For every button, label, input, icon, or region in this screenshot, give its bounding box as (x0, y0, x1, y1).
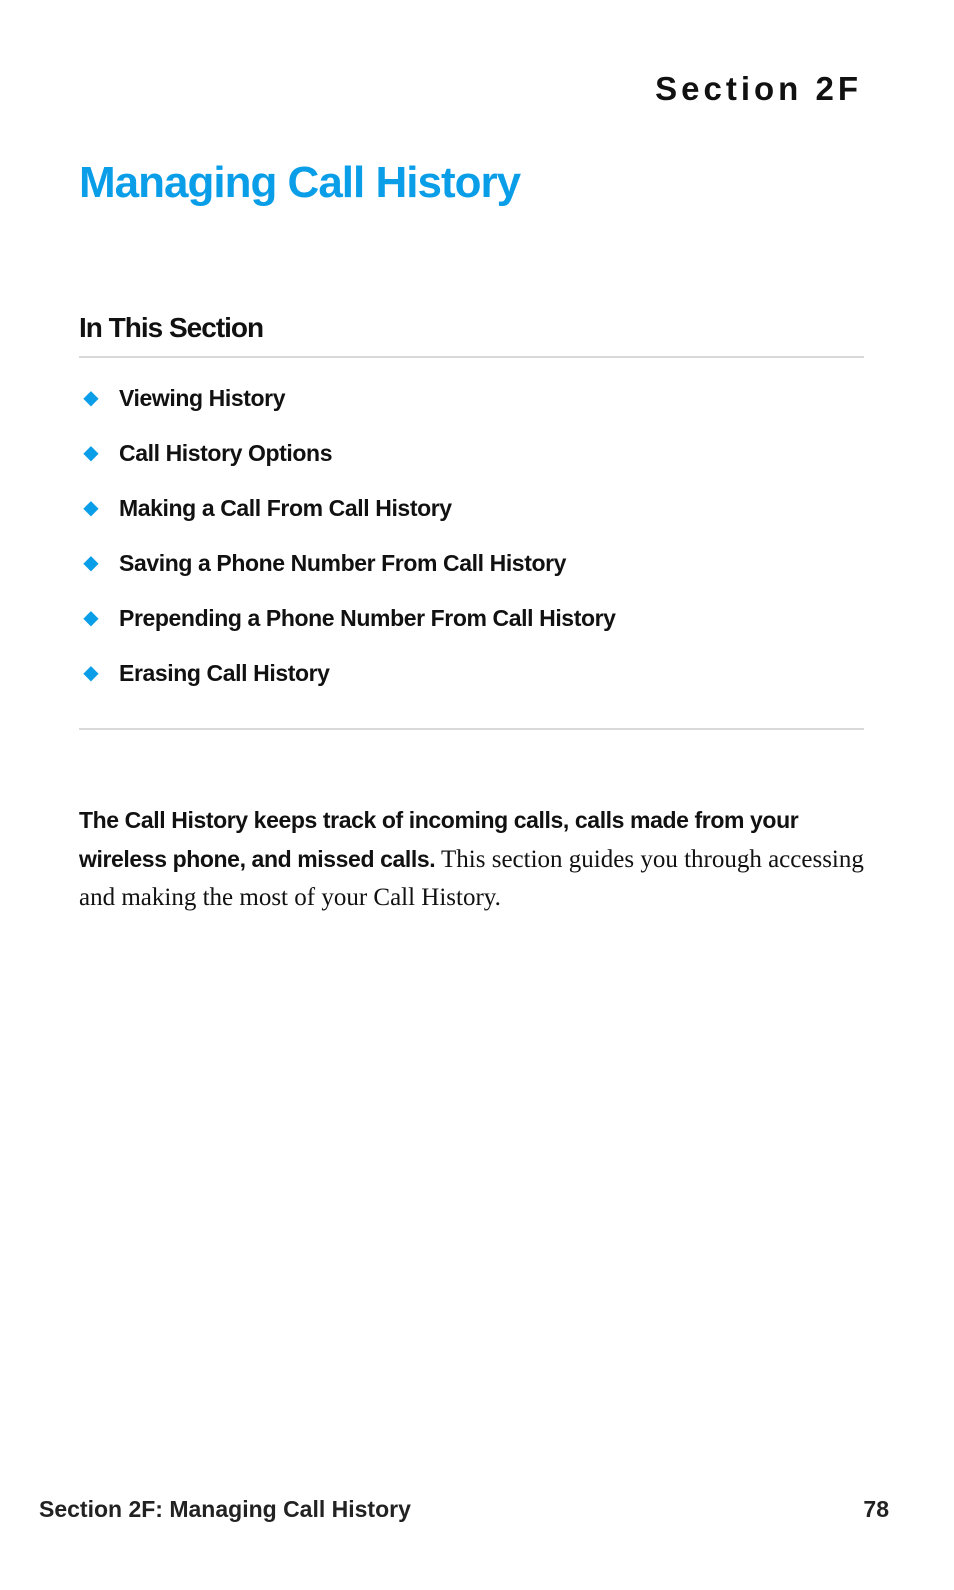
intro-body: This section guides you through accessing and making the most of your Call History. (79, 846, 864, 911)
footer-title: Section 2F: Managing Call History (39, 1496, 411, 1522)
toc-item-label: Prepending a Phone Number From Call History (119, 605, 616, 631)
toc-item-saving-a-phone-number[interactable] (79, 546, 616, 601)
diamond-icon: ◆ (83, 607, 99, 629)
diamond-icon: ◆ (83, 497, 99, 519)
page-title: Managing Call History (79, 158, 521, 207)
toc-item-making-a-call[interactable] (79, 491, 616, 546)
toc-item-call-history-options[interactable] (79, 436, 616, 491)
diamond-icon: ◆ (83, 662, 99, 684)
section-label: Section 2F (655, 70, 862, 107)
intro-lead: The Call History keeps track of incoming calls, calls made from your wireless phone, and missed calls. (79, 807, 799, 872)
toc-item-viewing-history[interactable] (79, 381, 616, 436)
toc-item-label: Erasing Call History (119, 660, 330, 686)
divider-top (79, 356, 864, 358)
diamond-icon: ◆ (83, 552, 99, 574)
toc-heading: In This Section (79, 312, 264, 343)
toc-item-prepending-a-phone-number[interactable] (79, 601, 616, 656)
divider-bottom (79, 728, 864, 730)
toc-item-label: Saving a Phone Number From Call History (119, 550, 567, 576)
diamond-icon: ◆ (83, 387, 99, 409)
diamond-icon: ◆ (83, 442, 99, 464)
intro-paragraph (79, 801, 869, 917)
toc-item-erasing-call-history[interactable] (79, 656, 616, 711)
page-number: 78 (863, 1496, 889, 1522)
toc-item-label: Call History Options (119, 440, 333, 466)
toc-list (79, 381, 616, 711)
toc-item-label: Viewing History (119, 385, 286, 411)
toc-item-label: Making a Call From Call History (119, 495, 452, 521)
